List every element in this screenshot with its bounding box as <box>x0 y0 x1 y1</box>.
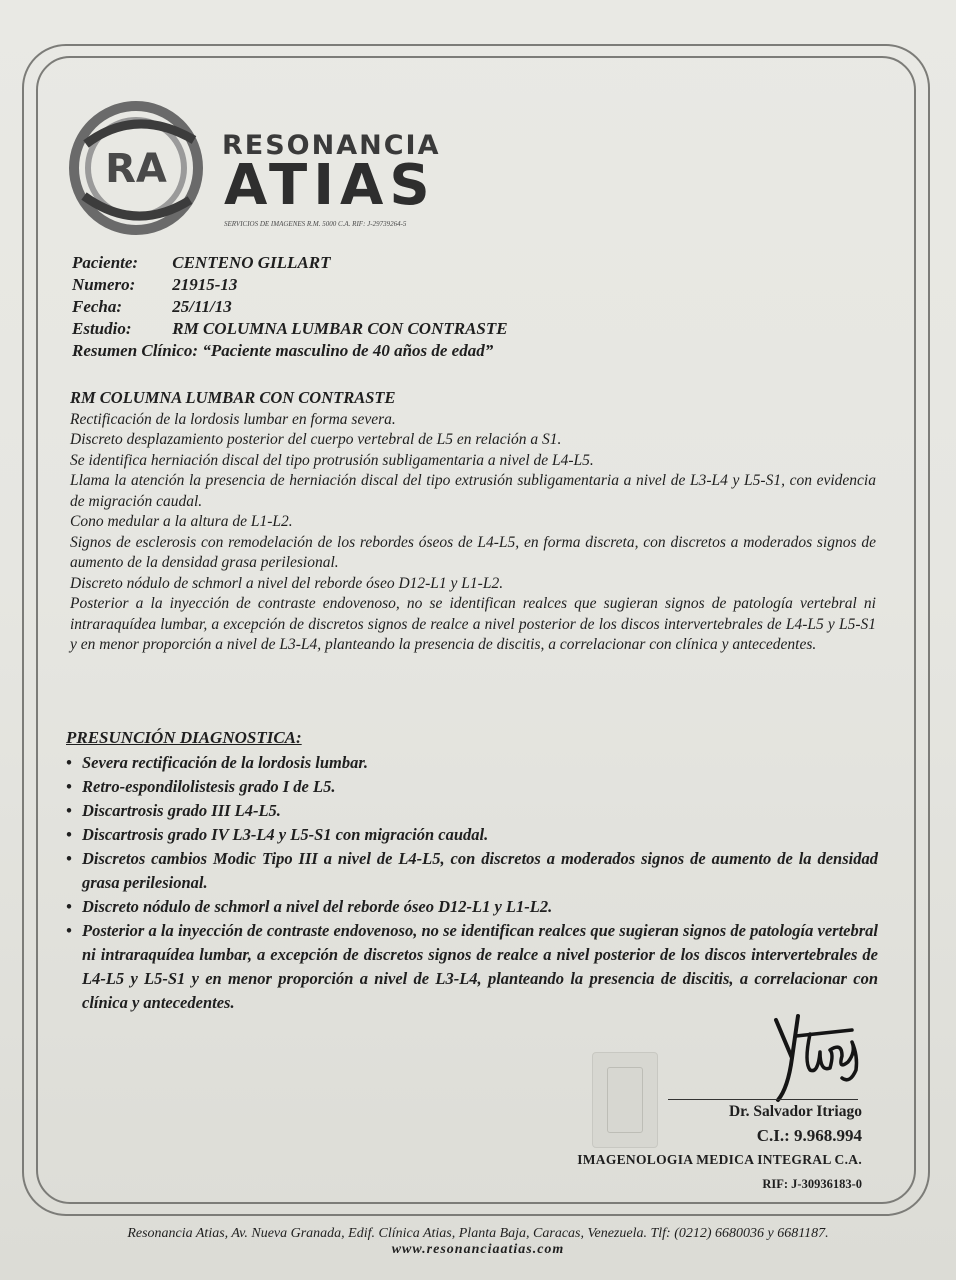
bullet-icon: • <box>66 849 72 868</box>
diagnosis-text: Discartrosis grado III L4-L5. <box>82 801 281 820</box>
diagnosis-item <box>66 775 878 799</box>
study-row <box>72 318 508 340</box>
footer <box>0 1226 956 1258</box>
brand-name-top: RESONANCIA <box>222 130 441 161</box>
diagnosis-item <box>66 847 878 895</box>
diagnosis-title: PRESUNCIÓN DIAGNOSTICA: <box>66 728 302 747</box>
doctor-id: C.I.: 9.968.994 <box>756 1126 862 1145</box>
finding-line: Signos de esclerosis con remodelación de los rebordes óseos de L4-L5, en forma discreta, con discretos a moderados signos de aumento de la densidad grasa perilesional. <box>70 533 876 571</box>
finding-line: Discreto desplazamiento posterior del cuerpo vertebral de L5 en relación a S1. <box>70 431 562 448</box>
record-number-label: Numero: <box>72 275 136 294</box>
study-date: 25/11/13 <box>172 297 232 316</box>
finding-line: Discreto nódulo de schmorl a nivel del reborde óseo D12-L1 y L1-L2. <box>70 574 504 592</box>
footer-address: Resonancia Atias, Av. Nueva Granada, Edif. Clínica Atias, Planta Baja, Caracas, Venezuela. Tlf: (0212) 6680036 y 6681187. <box>127 1226 829 1241</box>
date-label: Fecha: <box>72 297 123 316</box>
organization-name: IMAGENOLOGIA MEDICA INTEGRAL C.A. <box>577 1152 862 1167</box>
bullet-icon: • <box>66 825 72 844</box>
resonancia-atias-logo-icon <box>64 96 214 236</box>
date-row <box>72 296 508 318</box>
clinical-summary-row <box>72 340 508 362</box>
bullet-icon: • <box>66 777 72 796</box>
finding-line: Se identifica herniación discal del tipo protrusión subligamentaria a nivel de L4-L5. <box>70 451 594 469</box>
finding-line: Llama la atención la presencia de herniación discal del tipo extrusión subligamentaria a nivel de L3-L4 y L5-S1, con evidencia de migración caudal. <box>70 472 876 510</box>
diagnosis-item <box>66 751 878 775</box>
patient-label: Paciente: <box>72 253 139 272</box>
bullet-icon: • <box>66 921 72 940</box>
doctor-name: Dr. Salvador Itriago <box>728 1103 862 1120</box>
finding-line: Posterior a la inyección de contraste endovenoso, no se identifican realces que sugieran signos de patología vertebral ni intraraquídea lumbar, a excepción de discretos signos de realce a nivel posterior de los discos intervertebrales de L4-L5 y L5-S1 y en menor proporción a nivel de L3-L4, planteando la presencia de discitis, a correlacionar con clínica y antecedentes. <box>70 595 876 653</box>
diagnosis-text: Severa rectificación de la lordosis lumbar. <box>82 753 368 772</box>
footer-website: www.resonanciaatias.com <box>391 1242 565 1257</box>
record-number: 21915-13 <box>172 275 238 294</box>
diagnosis-item <box>66 799 878 823</box>
bullet-icon: • <box>66 801 72 820</box>
diagnosis-item <box>66 895 878 919</box>
diagnosis-text: Discartrosis grado IV L3-L4 y L5-S1 con migración caudal. <box>82 825 489 844</box>
diagnosis-section <box>66 726 878 1015</box>
organization-rif: RIF: J-30936183-0 <box>762 1177 862 1191</box>
clinical-summary-label: Resumen Clínico: <box>72 341 199 360</box>
bullet-icon: • <box>66 753 72 772</box>
diagnosis-text: Retro-espondilolistesis grado I de L5. <box>82 777 336 796</box>
letterhead-logo <box>64 96 484 236</box>
brand-registration: SERVICIOS DE IMAGENES R.M. 5000 C.A. RIF: J-29739264-5 <box>224 220 407 228</box>
findings-title: RM COLUMNA LUMBAR CON CONTRASTE <box>70 388 396 407</box>
handwritten-signature <box>758 996 868 1106</box>
brand-name-main: ATIAS <box>224 153 436 218</box>
logo-monogram: RA <box>105 146 167 192</box>
diagnosis-text: Posterior a la inyección de contraste endovenoso, no se identifican realces que sugieran signos de patología vertebral ni intraraquídea lumbar, a excepción de discretos signos de realce a nivel posterior de los discos intervertebrales de L4-L5 y L5-S1 y en menor proporción a nivel de L3-L4, planteando la presencia de discitis, a correlacionar con clínica y antecedentes. <box>82 921 878 1012</box>
findings-section <box>70 388 876 656</box>
clinical-summary: “Paciente masculino de 40 años de edad” <box>202 341 494 360</box>
finding-line: Cono medular a la altura de L1-L2. <box>70 513 293 530</box>
finding-line: Rectificación de la lordosis lumbar en forma severa. <box>70 410 396 428</box>
diagnosis-text: Discreto nódulo de schmorl a nivel del reborde óseo D12-L1 y L1-L2. <box>82 897 553 916</box>
study-label: Estudio: <box>72 319 132 338</box>
signer-block <box>560 1100 862 1196</box>
patient-name-row <box>72 252 508 274</box>
patient-info <box>72 252 508 362</box>
record-number-row <box>72 274 508 296</box>
patient-name: CENTENO GILLART <box>172 253 331 272</box>
diagnosis-text: Discretos cambios Modic Tipo III a nivel de L4-L5, con discretos a moderados signos de aumento de la densidad grasa perilesional. <box>82 849 878 892</box>
diagnosis-item <box>66 823 878 847</box>
study-name: RM COLUMNA LUMBAR CON CONTRASTE <box>172 319 508 338</box>
bullet-icon: • <box>66 897 72 916</box>
diagnosis-item <box>66 919 878 1015</box>
